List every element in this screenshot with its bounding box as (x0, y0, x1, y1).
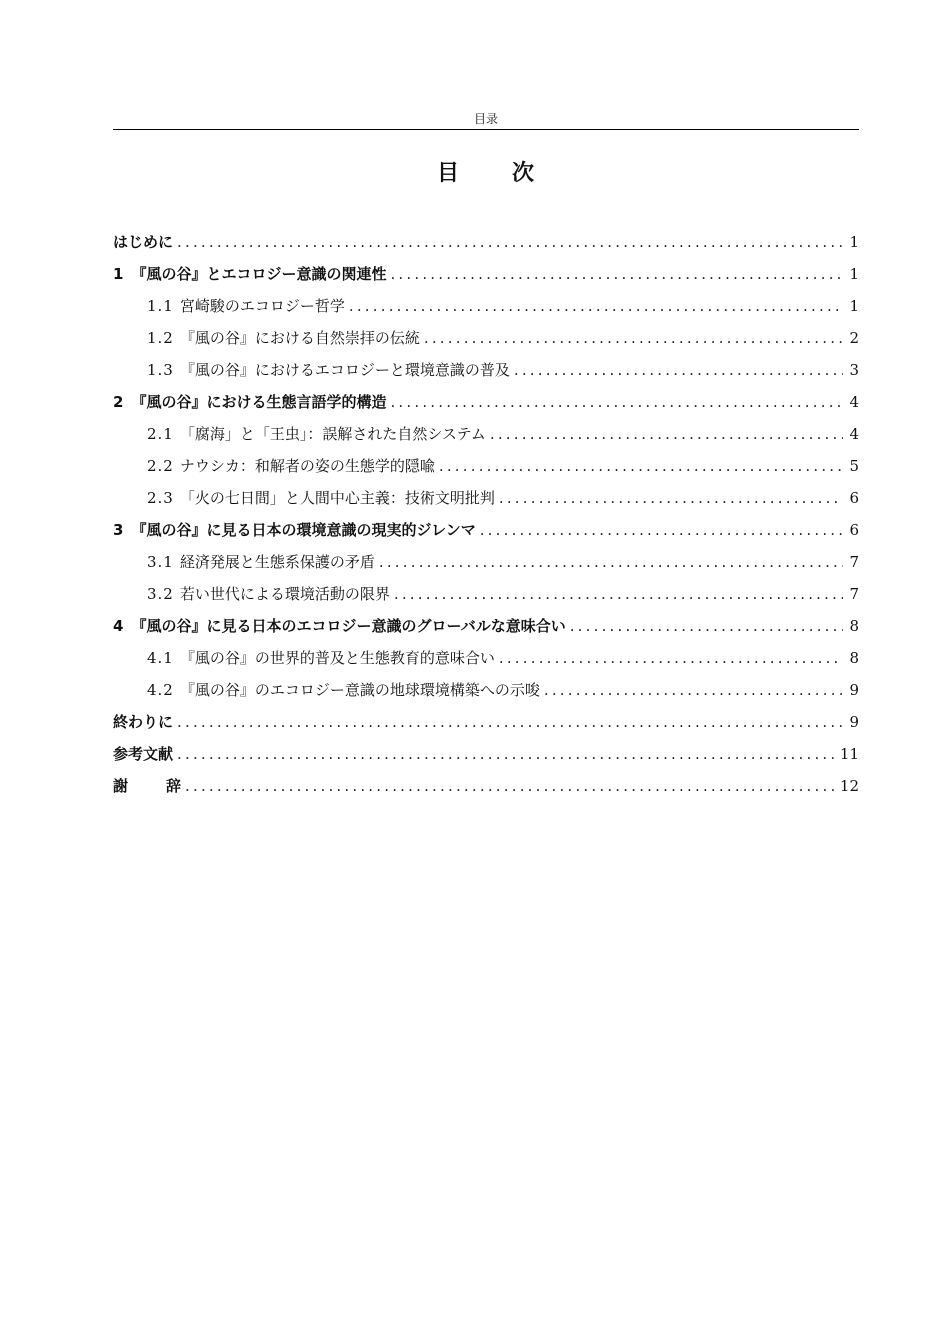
page-title (113, 157, 859, 189)
toc-entry-title: 『風の谷』の世界的普及と生態教育的意味合い (179, 649, 495, 667)
toc-page-number: 8 (849, 649, 859, 667)
toc-leader-dots (424, 322, 843, 354)
toc-leader-dots (390, 386, 843, 418)
toc-page-number: 4 (849, 425, 859, 443)
toc-entry-title: 『風の谷』に見る日本の環境意識の現実的ジレンマ (131, 521, 476, 539)
toc-leader-dots (490, 418, 843, 450)
toc-page-number: 11 (839, 745, 859, 763)
toc-page-number: 1 (849, 297, 859, 315)
toc-leader-dots (570, 610, 843, 642)
toc-entry-conclusion[interactable] (113, 706, 859, 738)
ack-char-right: 辞 (166, 777, 182, 795)
toc-entry-chapter-3[interactable] (113, 514, 859, 546)
toc-entry-number: 3 (113, 521, 124, 539)
title-right: 次 (512, 160, 536, 186)
toc-leader-dots (514, 354, 843, 386)
toc-entry-number: 4 (113, 617, 124, 635)
toc-page-number: 5 (849, 457, 859, 475)
toc-leader-dots (499, 482, 843, 514)
title-left: 目 (436, 160, 460, 186)
toc-page-number: 12 (839, 777, 859, 795)
toc-entry-title: 『風の谷』に見る日本のエコロジー意識のグローバルな意味合い (131, 617, 566, 635)
toc-entry-title: 『風の谷』における自然崇拝の伝統 (179, 329, 420, 347)
toc-leader-dots (379, 546, 843, 578)
toc-leader-dots (544, 674, 843, 706)
toc-entry-title (113, 770, 181, 802)
toc-entry-title: ナウシカ：和解者の姿の生態学的隠喩 (179, 457, 435, 475)
toc-entry-references[interactable] (113, 738, 859, 770)
toc-entry-title: はじめに (113, 233, 174, 251)
toc-leader-dots (349, 290, 843, 322)
toc-entry-section-4-2[interactable] (113, 674, 859, 706)
toc-entry-number: 2 (113, 393, 124, 411)
toc-entry-chapter-4[interactable] (113, 610, 859, 642)
running-header: 目录 (473, 112, 498, 126)
toc-entry-number: 2.2 (147, 457, 174, 475)
toc-entry-number: 1.3 (147, 361, 174, 379)
toc-page-number: 9 (849, 713, 859, 731)
toc-page-number: 7 (849, 585, 859, 603)
toc-entry-section-1-1[interactable] (113, 290, 859, 322)
toc-entry-section-3-2[interactable] (113, 578, 859, 610)
toc-entry-number: 1.1 (147, 297, 174, 315)
toc-entry-title: 宮崎駿のエコロジー哲学 (179, 297, 345, 315)
toc-entry-section-2-3[interactable] (113, 482, 859, 514)
toc-page-number: 9 (849, 681, 859, 699)
toc-entry-title: 経済発展と生態系保護の矛盾 (179, 553, 375, 571)
toc-entry-number: 4.2 (147, 681, 174, 699)
toc-leader-dots (390, 258, 843, 290)
toc-entry-number: 3.2 (147, 585, 174, 603)
toc-entry-title: 「腐海」と「王虫」：誤解された自然システム (179, 425, 486, 443)
toc-leader-dots (439, 450, 843, 482)
toc-entry-title: 若い世代による環境活動の限界 (179, 585, 390, 603)
toc-entry-number: 2.3 (147, 489, 174, 507)
toc-entry-chapter-1[interactable] (113, 258, 859, 290)
toc-entry-title: 『風の谷』のエコロジー意識の地球環境構築への示唆 (179, 681, 540, 699)
toc-leader-dots (499, 642, 843, 674)
table-of-contents (113, 226, 859, 802)
toc-entry-title: 「火の七日間」と人間中心主義：技術文明批判 (179, 489, 495, 507)
toc-leader-dots (177, 738, 836, 770)
toc-leader-dots (480, 514, 843, 546)
toc-page-number: 3 (849, 361, 859, 379)
toc-page-number: 2 (849, 329, 859, 347)
toc-entry-title: 参考文献 (113, 745, 174, 763)
toc-page-number: 8 (849, 617, 859, 635)
toc-leader-dots (185, 770, 836, 802)
toc-entry-section-2-2[interactable] (113, 450, 859, 482)
toc-page-number: 1 (849, 265, 859, 283)
toc-page-number: 1 (849, 233, 859, 251)
toc-entry-acknowledgements[interactable] (113, 770, 859, 802)
toc-entry-introduction[interactable] (113, 226, 859, 258)
toc-entry-number: 3.1 (147, 553, 174, 571)
toc-entry-section-3-1[interactable] (113, 546, 859, 578)
toc-entry-section-4-1[interactable] (113, 642, 859, 674)
header-rule (113, 129, 859, 130)
toc-page-number: 6 (849, 489, 859, 507)
toc-page-number: 6 (849, 521, 859, 539)
toc-entry-title: 終わりに (113, 713, 174, 731)
toc-entry-title: 『風の谷』における生態言語学的構造 (131, 393, 387, 411)
toc-entry-number: 2.1 (147, 425, 174, 443)
toc-leader-dots (394, 578, 843, 610)
toc-leader-dots (177, 226, 843, 258)
toc-entry-section-1-2[interactable] (113, 322, 859, 354)
toc-leader-dots (177, 706, 843, 738)
toc-entry-title: 『風の谷』におけるエコロジーと環境意識の普及 (179, 361, 510, 379)
toc-entry-chapter-2[interactable] (113, 386, 859, 418)
toc-entry-number: 1 (113, 265, 124, 283)
toc-page-number: 7 (849, 553, 859, 571)
toc-entry-section-1-3[interactable] (113, 354, 859, 386)
ack-char-left: 謝 (113, 777, 129, 795)
toc-page-number: 4 (849, 393, 859, 411)
toc-entry-number: 4.1 (147, 649, 174, 667)
toc-entry-number: 1.2 (147, 329, 174, 347)
toc-entry-title: 『風の谷』とエコロジー意識の関連性 (131, 265, 387, 283)
toc-entry-section-2-1[interactable] (113, 418, 859, 450)
